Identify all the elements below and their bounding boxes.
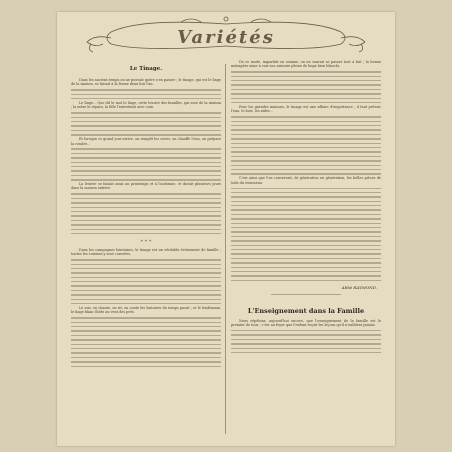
paragraph: C'est ainsi que l'on conservait, de génération en génération, les belles pièces de toile du trousseau.: [231, 176, 381, 185]
paragraph: Pour les grandes maisons, le tinage est une affaire d'importance ; il faut prévoir l'eau, le bois, les aides...: [231, 104, 381, 114]
ornamental-header: [81, 14, 371, 54]
paragraph: Et lorsque ce grand jour arrive, on remplit les cuves, on chauffe l'eau, on prépare la cendre...: [71, 137, 221, 146]
paragraph: Dans les campagnes lointaines, le tinage est un véritable événement de famille ; toutes les voisines y sont conviées.: [71, 247, 221, 257]
paragraph: Dans les anciens temps on ne pouvait guère s'en passer ; le tinage, qui est le linge de la maison, se faisait à la ferme deux fois l'an.: [71, 78, 222, 87]
paragraph: Le linge... Que dit le mot le linge, cette lessive des familles, qui sont de la maison ; la mère le répare, la fille l'entretient avec soin.: [71, 100, 221, 110]
column-divider: [225, 64, 226, 434]
paragraph: De ce mode, imparfait en somme, on ne saurait se passer tout à fait ; la bonne ménagère aime à voir son armoire pleine de linge bien blanchi.: [231, 60, 381, 69]
paragraph: Nous répétons, aujourd'hui encore, que l'enseignement de la famille est le premier de tous ; c'est au foyer que l'enfant reçoit les leçons qu'il n'oubliera jamais.: [231, 318, 381, 328]
newspaper-page: [57, 12, 395, 446]
text-line: [71, 364, 221, 368]
article-title-enseignement: L'Enseignement dans la Famille: [247, 306, 365, 315]
author-signature: Abbé RAYMOND.: [341, 284, 377, 290]
right-column: [231, 60, 381, 355]
article-title-tinage: Le Tinage.: [129, 66, 163, 72]
paragraph: La lessive se faisait ainsi au printemps et à l'automne, et durait plusieurs jours dans la maison entière.: [71, 182, 221, 191]
text-line: [231, 350, 381, 354]
left-column: [71, 60, 221, 368]
page-title: Variétés: [177, 27, 275, 48]
text-line: [231, 278, 381, 282]
divider-rule: [271, 294, 341, 295]
section-separator: * * *: [140, 238, 152, 245]
text-line: [71, 231, 221, 235]
paragraph: Le soir, on chante, on rit, on conte les histoires du temps passé ; et le lendemain, le linge blanc flotte au vent des prés.: [71, 305, 221, 315]
